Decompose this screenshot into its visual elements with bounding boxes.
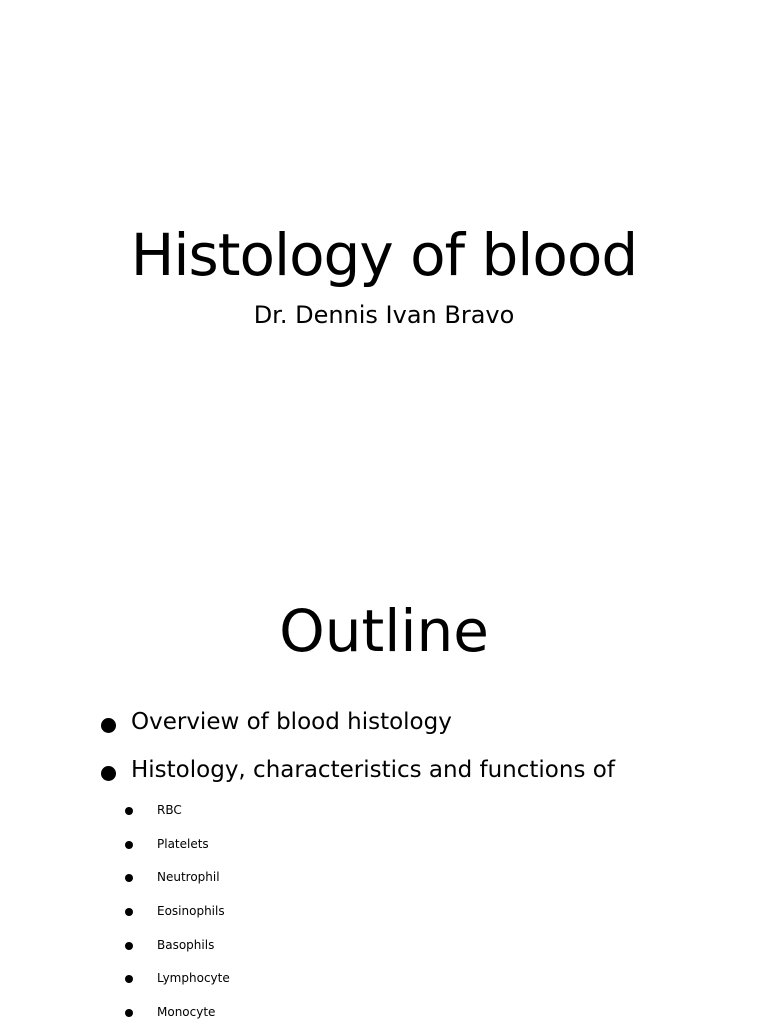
outline-sub-bullet-text: Monocyte <box>157 1005 216 1020</box>
outline-bullet-text: Overview of blood histology <box>131 709 452 735</box>
outline-sub-bullet-list <box>0 799 768 1035</box>
bullet-dot-icon <box>101 766 116 781</box>
slide-author: Dr. Dennis Ivan Bravo <box>253 301 515 329</box>
outline-sub-bullet <box>0 866 768 900</box>
sub-bullet-dot-icon <box>125 874 133 882</box>
bullet-dot-icon <box>101 718 116 733</box>
outline-sub-bullet-text: Eosinophils <box>157 904 225 919</box>
outline-sub-bullet-text: Basophils <box>157 937 215 952</box>
outline-sub-bullet-text: RBC <box>157 803 182 817</box>
outline-sub-bullet-text: Platelets <box>157 836 209 851</box>
outline-sub-bullet <box>0 934 768 968</box>
outline-sub-bullet <box>0 1001 768 1035</box>
outline-sub-bullet-text: Lymphocyte <box>157 971 230 986</box>
sub-bullet-dot-icon <box>125 975 133 983</box>
sub-bullet-dot-icon <box>125 942 133 950</box>
outline-sub-bullet <box>0 900 768 934</box>
sub-bullet-dot-icon <box>125 1009 133 1017</box>
sub-bullet-dot-icon <box>125 841 133 849</box>
outline-sub-bullet <box>0 799 768 833</box>
outline-sub-bullet <box>0 967 768 1001</box>
slide-title: Histology of blood <box>130 221 638 289</box>
outline-title: Outline <box>279 597 489 665</box>
sub-bullet-dot-icon <box>125 807 133 815</box>
outline-bullet <box>0 704 768 752</box>
sub-bullet-dot-icon <box>125 908 133 916</box>
outline-sub-bullet-text: Neutrophil <box>157 870 220 885</box>
outline-bullet-text: Histology, characteristics and functions of <box>131 757 615 783</box>
outline-sub-bullet <box>0 833 768 867</box>
outline-slide <box>0 520 768 1024</box>
outline-bullet-list <box>0 704 768 800</box>
outline-bullet <box>0 752 768 800</box>
